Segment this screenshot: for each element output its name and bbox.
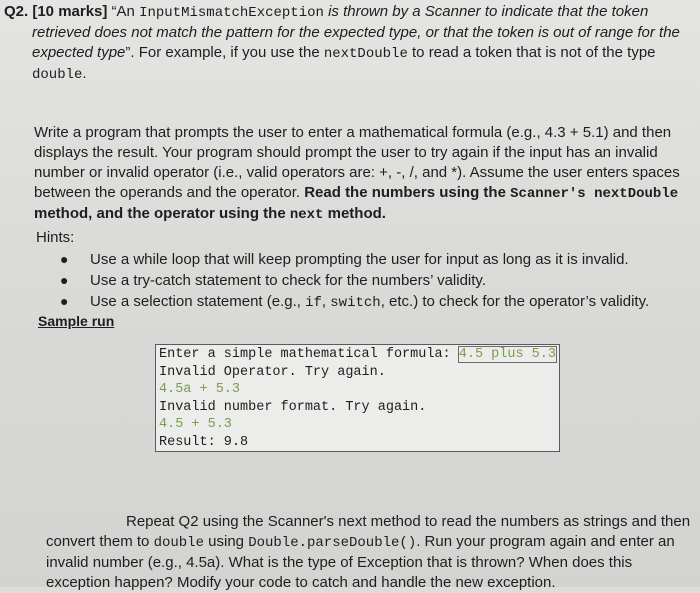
instructions-paragraph [34, 123, 684, 225]
question-intro [4, 2, 694, 85]
console-line [159, 434, 556, 452]
console-output: Invalid Operator. Try again. [159, 364, 386, 380]
inline-code: nextDouble [323, 46, 408, 62]
console-line [159, 399, 556, 417]
question-label: Q2. [10 marks] [4, 3, 108, 20]
instructions-bold: method, and the operator using the [34, 205, 290, 222]
bullet-icon: ● [60, 293, 69, 309]
hint-text: Use a while loop that will keep prompting the user for input as long as it is invalid. [90, 251, 629, 268]
console-user-input: 4.5a + 5.3 [159, 382, 241, 397]
console-output: Enter a simple mathematical formula: [159, 347, 459, 362]
hint-item [56, 270, 696, 291]
hints-list [56, 249, 696, 314]
repeat-text: using [203, 533, 249, 550]
console-line [159, 416, 556, 434]
bullet-icon: ● [60, 272, 69, 288]
console-user-input: 4.5 plus 5.3 [458, 347, 556, 362]
inline-code: double [153, 535, 204, 551]
hint-text: , etc.) to check for the operator’s validity. [380, 293, 650, 310]
instructions-text: Write a program that prompts the user to enter a mathematical formula (e.g., 4.3 + 5.1) and then displays the result. Your program should prompt the user to try again if the input has an invalid number or invalid operator (i.e., valid operators are: +, -, /, and *). Assume the user enters spaces between the operands and the operator. [34, 124, 680, 201]
hints-heading: Hints: [36, 229, 75, 246]
console-line [159, 364, 556, 382]
sample-run-heading: Sample run [38, 313, 115, 329]
console-output: Result: 9.8 [159, 434, 249, 450]
inline-code: next [289, 207, 324, 223]
hint-item [56, 249, 696, 270]
repeat-text: . Run your program again and enter an invalid number (e.g., 4.5a). What is the type of Exception that is thrown? When does this exception happen? Modify your code to catch and handle the new exception. [46, 533, 675, 591]
hint-text: , [321, 293, 331, 310]
inline-code: switch [330, 295, 381, 311]
inline-code: Double.parseDouble() [248, 535, 417, 551]
intro-text: “An [107, 3, 140, 20]
intro-text: . [82, 65, 87, 82]
instructions-bold: Read the numbers using the [304, 184, 511, 201]
console-line [159, 381, 556, 399]
intro-text: to read a token that is not of the type [407, 44, 656, 61]
hint-text: Use a try-catch statement to check for the numbers’ validity. [90, 272, 486, 289]
repeat-text: Repeat Q2 using the Scanner's next method to read the numbers as strings and then convert them to [46, 513, 691, 550]
inline-code: InputMismatchException [139, 5, 324, 21]
inline-code: if [305, 295, 322, 311]
console-user-input: 4.5 + 5.3 [159, 417, 232, 432]
console-output: Invalid number format. Try again. [159, 399, 427, 415]
intro-quote-italic: is thrown by a Scanner to indicate that the token retrieved does not match the pattern for the expected type, or that the token is out of range for the expected type [32, 3, 680, 61]
instructions-bold: method. [323, 205, 386, 222]
inline-code: Scanner's nextDouble [510, 186, 679, 202]
hint-text: Use a selection statement (e.g., [90, 293, 306, 310]
sample-run-console [155, 344, 560, 452]
console-line [159, 346, 556, 364]
repeat-paragraph [46, 512, 696, 593]
hint-item [56, 291, 696, 314]
intro-text: ”. For example, if you use the [125, 44, 324, 61]
question-header [4, 2, 694, 85]
inline-code: double [32, 67, 83, 83]
bullet-icon: ● [60, 251, 69, 267]
